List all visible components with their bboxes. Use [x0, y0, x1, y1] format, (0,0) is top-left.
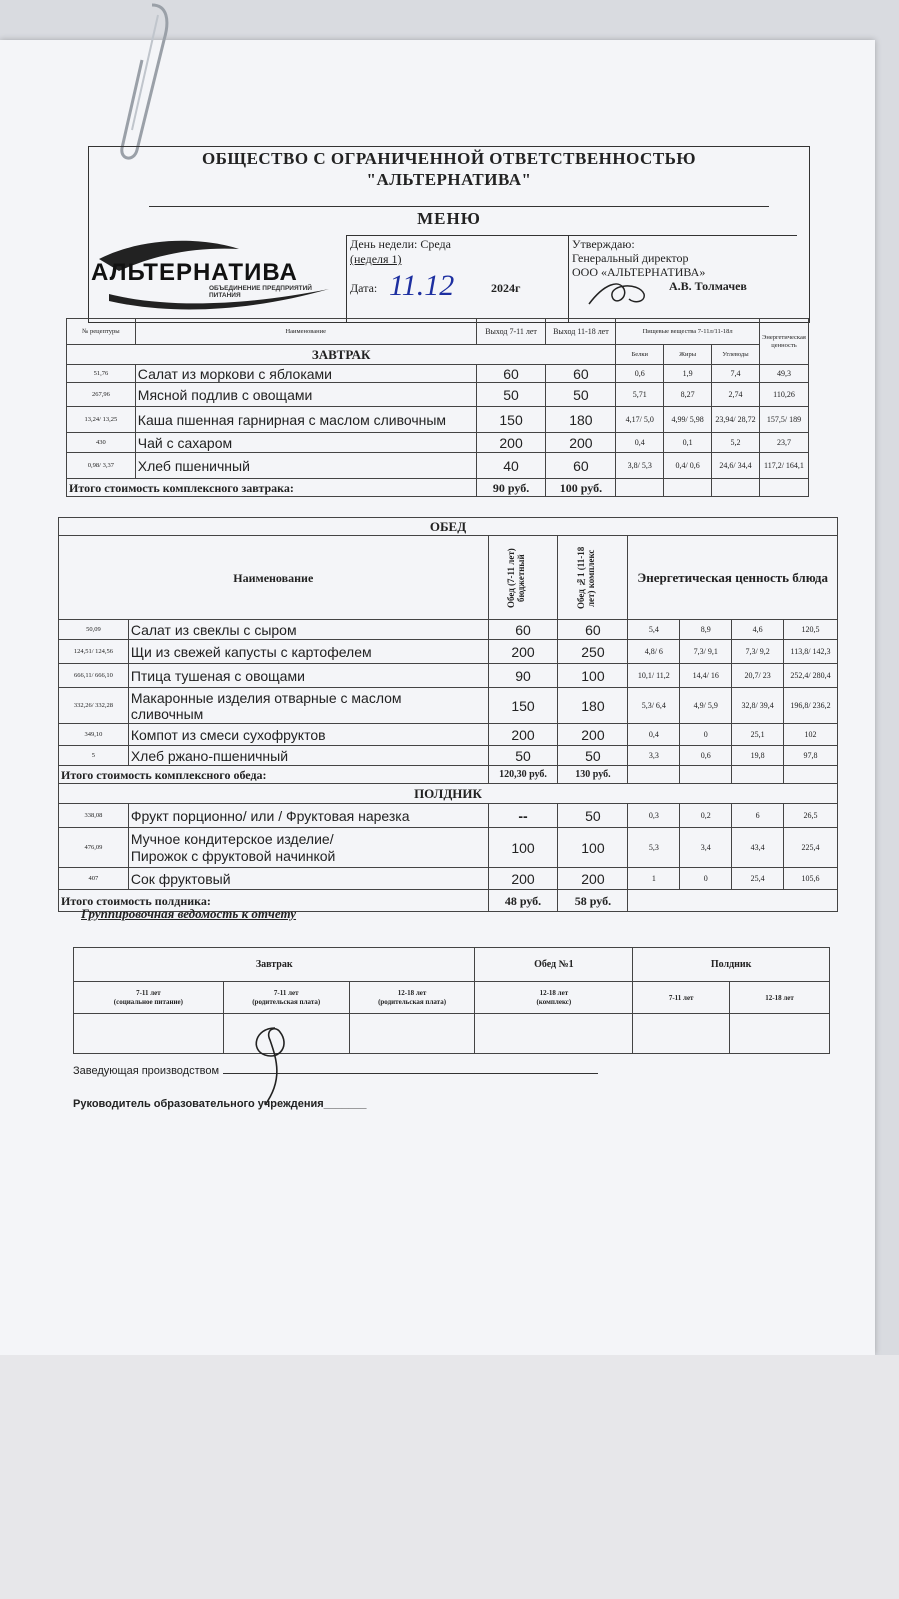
dish-name: Птица тушеная с овощами — [128, 664, 488, 688]
portion-1: 200 — [488, 640, 558, 664]
portion-2: 200 — [558, 868, 628, 890]
snack-total-label: Итого стоимость полдника: — [59, 890, 489, 912]
portion-1: 60 — [488, 620, 558, 640]
protein: 0,3 — [628, 804, 680, 828]
fat: 0,2 — [680, 804, 732, 828]
portion-2: 180 — [558, 688, 628, 724]
lunch-col-energy: Энергетическая ценность блюда — [628, 536, 838, 620]
col-out2: Выход 11-18 лет — [546, 319, 616, 345]
carbs: 25,4 — [732, 868, 784, 890]
report-col-3-type: (родительская плата) — [378, 997, 447, 1006]
report-col-3-age: 12-18 лет — [397, 988, 427, 997]
lunch-total-1: 120,30 руб. — [488, 766, 558, 784]
carbs: 2,74 — [712, 383, 760, 407]
table-row — [67, 365, 809, 383]
carbs: 7,4 — [712, 365, 760, 383]
approve-org: ООО «АЛЬТЕРНАТИВА» — [572, 265, 706, 279]
report-col-5: 7-11 лет — [633, 982, 730, 1014]
lunch-table — [58, 517, 838, 912]
energy: 97,8 — [784, 746, 838, 766]
recipe-number: 50,09 — [59, 620, 129, 640]
dish-name-line2: Пирожок с фруктовой начинкой — [130, 847, 336, 864]
portion-1: 50 — [476, 383, 546, 407]
paper-clip-icon — [112, 0, 172, 165]
table-row — [59, 828, 838, 868]
carbs: 20,7/ 23 — [732, 664, 784, 688]
recipe-number: 0,98/ 3,37 — [67, 453, 136, 479]
section-breakfast: ЗАВТРАК — [67, 345, 616, 365]
carbs: 43,4 — [732, 828, 784, 868]
portion-1: 150 — [476, 407, 546, 433]
protein: 10,1/ 11,2 — [628, 664, 680, 688]
table-row — [59, 640, 838, 664]
portion-2: 100 — [558, 828, 628, 868]
dish-name: Хлеб ржано-пшеничный — [128, 746, 488, 766]
menu-title: МЕНЮ — [417, 209, 481, 228]
portion-1: 200 — [488, 868, 558, 890]
protein: 3,8/ 5,3 — [616, 453, 664, 479]
dish-name: Компот из смеси сухофруктов — [128, 724, 488, 746]
carbs: 25,1 — [732, 724, 784, 746]
carbs: 23,94/ 28,72 — [712, 407, 760, 433]
energy: 117,2/ 164,1 — [759, 453, 808, 479]
dish-name — [128, 688, 488, 724]
carbs: 7,3/ 9,2 — [732, 640, 784, 664]
portion-2: 60 — [546, 365, 616, 383]
portion-2: 200 — [546, 433, 616, 453]
recipe-number: 51,76 — [67, 365, 136, 383]
portion-1: 90 — [488, 664, 558, 688]
table-row — [59, 688, 838, 724]
date-handwritten: 11.12 — [389, 269, 455, 302]
portion-1: 100 — [488, 828, 558, 868]
dish-name: Чай с сахаром — [135, 433, 476, 453]
org-name-line2: "АЛЬТЕРНАТИВА" — [366, 170, 532, 189]
date-label: Дата: — [350, 281, 378, 295]
dish-name: Салат из моркови с яблоками — [135, 365, 476, 383]
company-logo — [89, 239, 344, 319]
report-col-2-age: 7-11 лет — [273, 988, 299, 997]
lunch-total-2: 130 руб. — [558, 766, 628, 784]
portion-2: 60 — [546, 453, 616, 479]
table-row — [67, 433, 809, 453]
breakfast-total-label: Итого стоимость комплексного завтрака: — [67, 479, 477, 497]
col-protein: Белки — [616, 345, 664, 365]
report-col-2-type: (родительская плата) — [252, 997, 321, 1006]
recipe-number: 267,96 — [67, 383, 136, 407]
protein: 1 — [628, 868, 680, 890]
divider — [149, 206, 769, 207]
table-row — [67, 407, 809, 433]
document-header — [88, 146, 810, 323]
background-surface — [0, 1355, 899, 1599]
protein: 0,4 — [616, 433, 664, 453]
table-row — [59, 724, 838, 746]
lunch-col-out1: Обед (7-11 лет) бюджетный — [506, 547, 527, 608]
snack-total-1: 48 руб. — [488, 890, 558, 912]
recipe-number: 476,09 — [59, 828, 129, 868]
energy: 23,7 — [759, 433, 808, 453]
portion-1: 40 — [476, 453, 546, 479]
report-col-1 — [74, 982, 224, 1014]
dish-name: Каша пшенная гарнирная с маслом сливочным — [135, 407, 476, 433]
fat: 8,9 — [680, 620, 732, 640]
lunch-total-label: Итого стоимость комплексного обеда: — [59, 766, 489, 784]
week-label: (неделя 1) — [350, 252, 402, 266]
report-cell — [730, 1014, 830, 1054]
energy: 252,4/ 280,4 — [784, 664, 838, 688]
report-col-1-age: 7-11 лет — [136, 988, 161, 997]
logo-subtitle: ОБЪЕДИНЕНИЕ ПРЕДПРИЯТИЙ ПИТАНИЯ — [209, 285, 312, 299]
portion-1: -- — [488, 804, 558, 828]
carbs: 6 — [732, 804, 784, 828]
breakfast-table — [66, 318, 809, 497]
recipe-number: 124,51/ 124,56 — [59, 640, 129, 664]
report-table — [73, 947, 830, 1054]
fat: 0 — [680, 724, 732, 746]
approve-label: Утверждаю: — [572, 237, 635, 251]
fat: 8,27 — [664, 383, 712, 407]
breakfast-total-1: 90 руб. — [476, 479, 546, 497]
fat: 7,3/ 9,1 — [680, 640, 732, 664]
table-row — [59, 664, 838, 688]
fat: 1,9 — [664, 365, 712, 383]
dish-name-line1: Макаронные изделия отварные с маслом — [130, 689, 402, 706]
report-cell — [633, 1014, 730, 1054]
snack-total-2: 58 руб. — [558, 890, 628, 912]
portion-2: 200 — [558, 724, 628, 746]
day-label: День недели: Среда — [350, 237, 451, 251]
carbs: 24,6/ 34,4 — [712, 453, 760, 479]
section-snack: ПОЛДНИК — [59, 784, 838, 804]
energy: 26,5 — [784, 804, 838, 828]
portion-2: 50 — [558, 804, 628, 828]
fat: 14,4/ 16 — [680, 664, 732, 688]
report-col-4-type: (комплекс) — [536, 997, 572, 1006]
report-title: Группировочная ведомость к отчету — [81, 906, 297, 921]
table-row — [59, 868, 838, 890]
lunch-col-name: Наименование — [59, 536, 489, 620]
approve-name: А.В. Толмачев — [669, 279, 747, 293]
portion-2: 250 — [558, 640, 628, 664]
energy: 105,6 — [784, 868, 838, 890]
col-out1: Выход 7-11 лет — [476, 319, 546, 345]
fat: 0 — [680, 868, 732, 890]
fat: 4,99/ 5,98 — [664, 407, 712, 433]
breakfast-total-2: 100 руб. — [546, 479, 616, 497]
col-nutrients: Пищевые вещества 7-11л/11-18л — [616, 319, 760, 345]
energy: 49,3 — [759, 365, 808, 383]
approval-box — [568, 235, 797, 322]
energy: 157,5/ 189 — [759, 407, 808, 433]
protein: 4,8/ 6 — [628, 640, 680, 664]
recipe-number: 666,11/ 666,10 — [59, 664, 129, 688]
protein: 5,4 — [628, 620, 680, 640]
portion-2: 60 — [558, 620, 628, 640]
energy: 110,26 — [759, 383, 808, 407]
manager-signature-icon — [235, 1020, 315, 1110]
report-cell — [475, 1014, 633, 1054]
table-row — [59, 620, 838, 640]
portion-1: 200 — [476, 433, 546, 453]
protein: 4,17/ 5,0 — [616, 407, 664, 433]
energy: 225,4 — [784, 828, 838, 868]
col-recipe: № рецептуры — [67, 319, 136, 345]
portion-2: 100 — [558, 664, 628, 688]
protein: 5,71 — [616, 383, 664, 407]
recipe-number: 407 — [59, 868, 129, 890]
table-row — [67, 383, 809, 407]
portion-2: 180 — [546, 407, 616, 433]
col-fat: Жиры — [664, 345, 712, 365]
dish-name: Хлеб пшеничный — [135, 453, 476, 479]
recipe-number: 349,10 — [59, 724, 129, 746]
report-col-4 — [475, 982, 633, 1014]
protein: 3,3 — [628, 746, 680, 766]
portion-1: 60 — [476, 365, 546, 383]
dish-name-line1: Мучное кондитерское изделие/ — [130, 830, 334, 847]
section-lunch: ОБЕД — [59, 518, 838, 536]
dish-name: Мясной подлив с овощами — [135, 383, 476, 407]
carbs: 32,8/ 39,4 — [732, 688, 784, 724]
portion-2: 50 — [546, 383, 616, 407]
approve-position: Генеральный директор — [572, 251, 689, 265]
portion-1: 200 — [488, 724, 558, 746]
report-snack-header: Полдник — [633, 948, 830, 982]
table-row — [59, 746, 838, 766]
org-name-line1: ОБЩЕСТВО С ОГРАНИЧЕННОЙ ОТВЕТСТВЕННОСТЬЮ — [201, 149, 697, 168]
dish-name: Фрукт порционно/ или / Фруктовая нарезка — [128, 804, 488, 828]
protein: 0,6 — [616, 365, 664, 383]
recipe-number: 338,08 — [59, 804, 129, 828]
report-col-3 — [349, 982, 475, 1014]
col-energy: Энергетическая ценность — [759, 319, 808, 365]
dish-name: Щи из свежей капусты с картофелем — [128, 640, 488, 664]
col-carb: Углеводы — [712, 345, 760, 365]
date-box — [346, 235, 569, 322]
recipe-number: 430 — [67, 433, 136, 453]
carbs: 4,6 — [732, 620, 784, 640]
protein: 0,4 — [628, 724, 680, 746]
report-cell — [74, 1014, 224, 1054]
report-col-1-type: (социальное питание) — [113, 997, 183, 1006]
dish-name — [128, 828, 488, 868]
date-year: 2024г — [491, 281, 521, 295]
fat: 0,1 — [664, 433, 712, 453]
manager-signature-line — [73, 1065, 598, 1077]
logo-text: АЛЬТЕРНАТИВА — [91, 259, 298, 286]
director-signature-icon — [584, 274, 664, 314]
recipe-number: 5 — [59, 746, 129, 766]
report-cell — [349, 1014, 475, 1054]
head-signature-line: Руководитель образовательного учреждения_______ — [73, 1098, 367, 1110]
energy: 120,5 — [784, 620, 838, 640]
protein: 5,3 — [628, 828, 680, 868]
lunch-col-out2: Обед №1 (11-18 лет) комплекс — [575, 546, 596, 609]
fat: 4,9/ 5,9 — [680, 688, 732, 724]
energy: 102 — [784, 724, 838, 746]
manager-label: Заведующая производством — [73, 1065, 220, 1077]
fat: 0,4/ 0,6 — [664, 453, 712, 479]
portion-1: 150 — [488, 688, 558, 724]
report-col-2 — [223, 982, 349, 1014]
report-col-4-age: 12-18 лет — [539, 988, 569, 997]
portion-2: 50 — [558, 746, 628, 766]
dish-name-line2: сливочным — [130, 705, 204, 722]
energy: 196,8/ 236,2 — [784, 688, 838, 724]
portion-1: 50 — [488, 746, 558, 766]
col-name: Наименование — [135, 319, 476, 345]
recipe-number: 332,26/ 332,28 — [59, 688, 129, 724]
protein: 5,3/ 6,4 — [628, 688, 680, 724]
report-lunch-header: Обед №1 — [475, 948, 633, 982]
dish-name: Сок фруктовый — [128, 868, 488, 890]
report-breakfast-header: Завтрак — [74, 948, 475, 982]
recipe-number: 13,24/ 13,25 — [67, 407, 136, 433]
carbs: 5,2 — [712, 433, 760, 453]
fat: 3,4 — [680, 828, 732, 868]
report-col-6: 12-18 лет — [730, 982, 830, 1014]
dish-name: Салат из свеклы с сыром — [128, 620, 488, 640]
fat: 0,6 — [680, 746, 732, 766]
energy: 113,8/ 142,3 — [784, 640, 838, 664]
carbs: 19,8 — [732, 746, 784, 766]
table-row — [67, 453, 809, 479]
table-row — [59, 804, 838, 828]
